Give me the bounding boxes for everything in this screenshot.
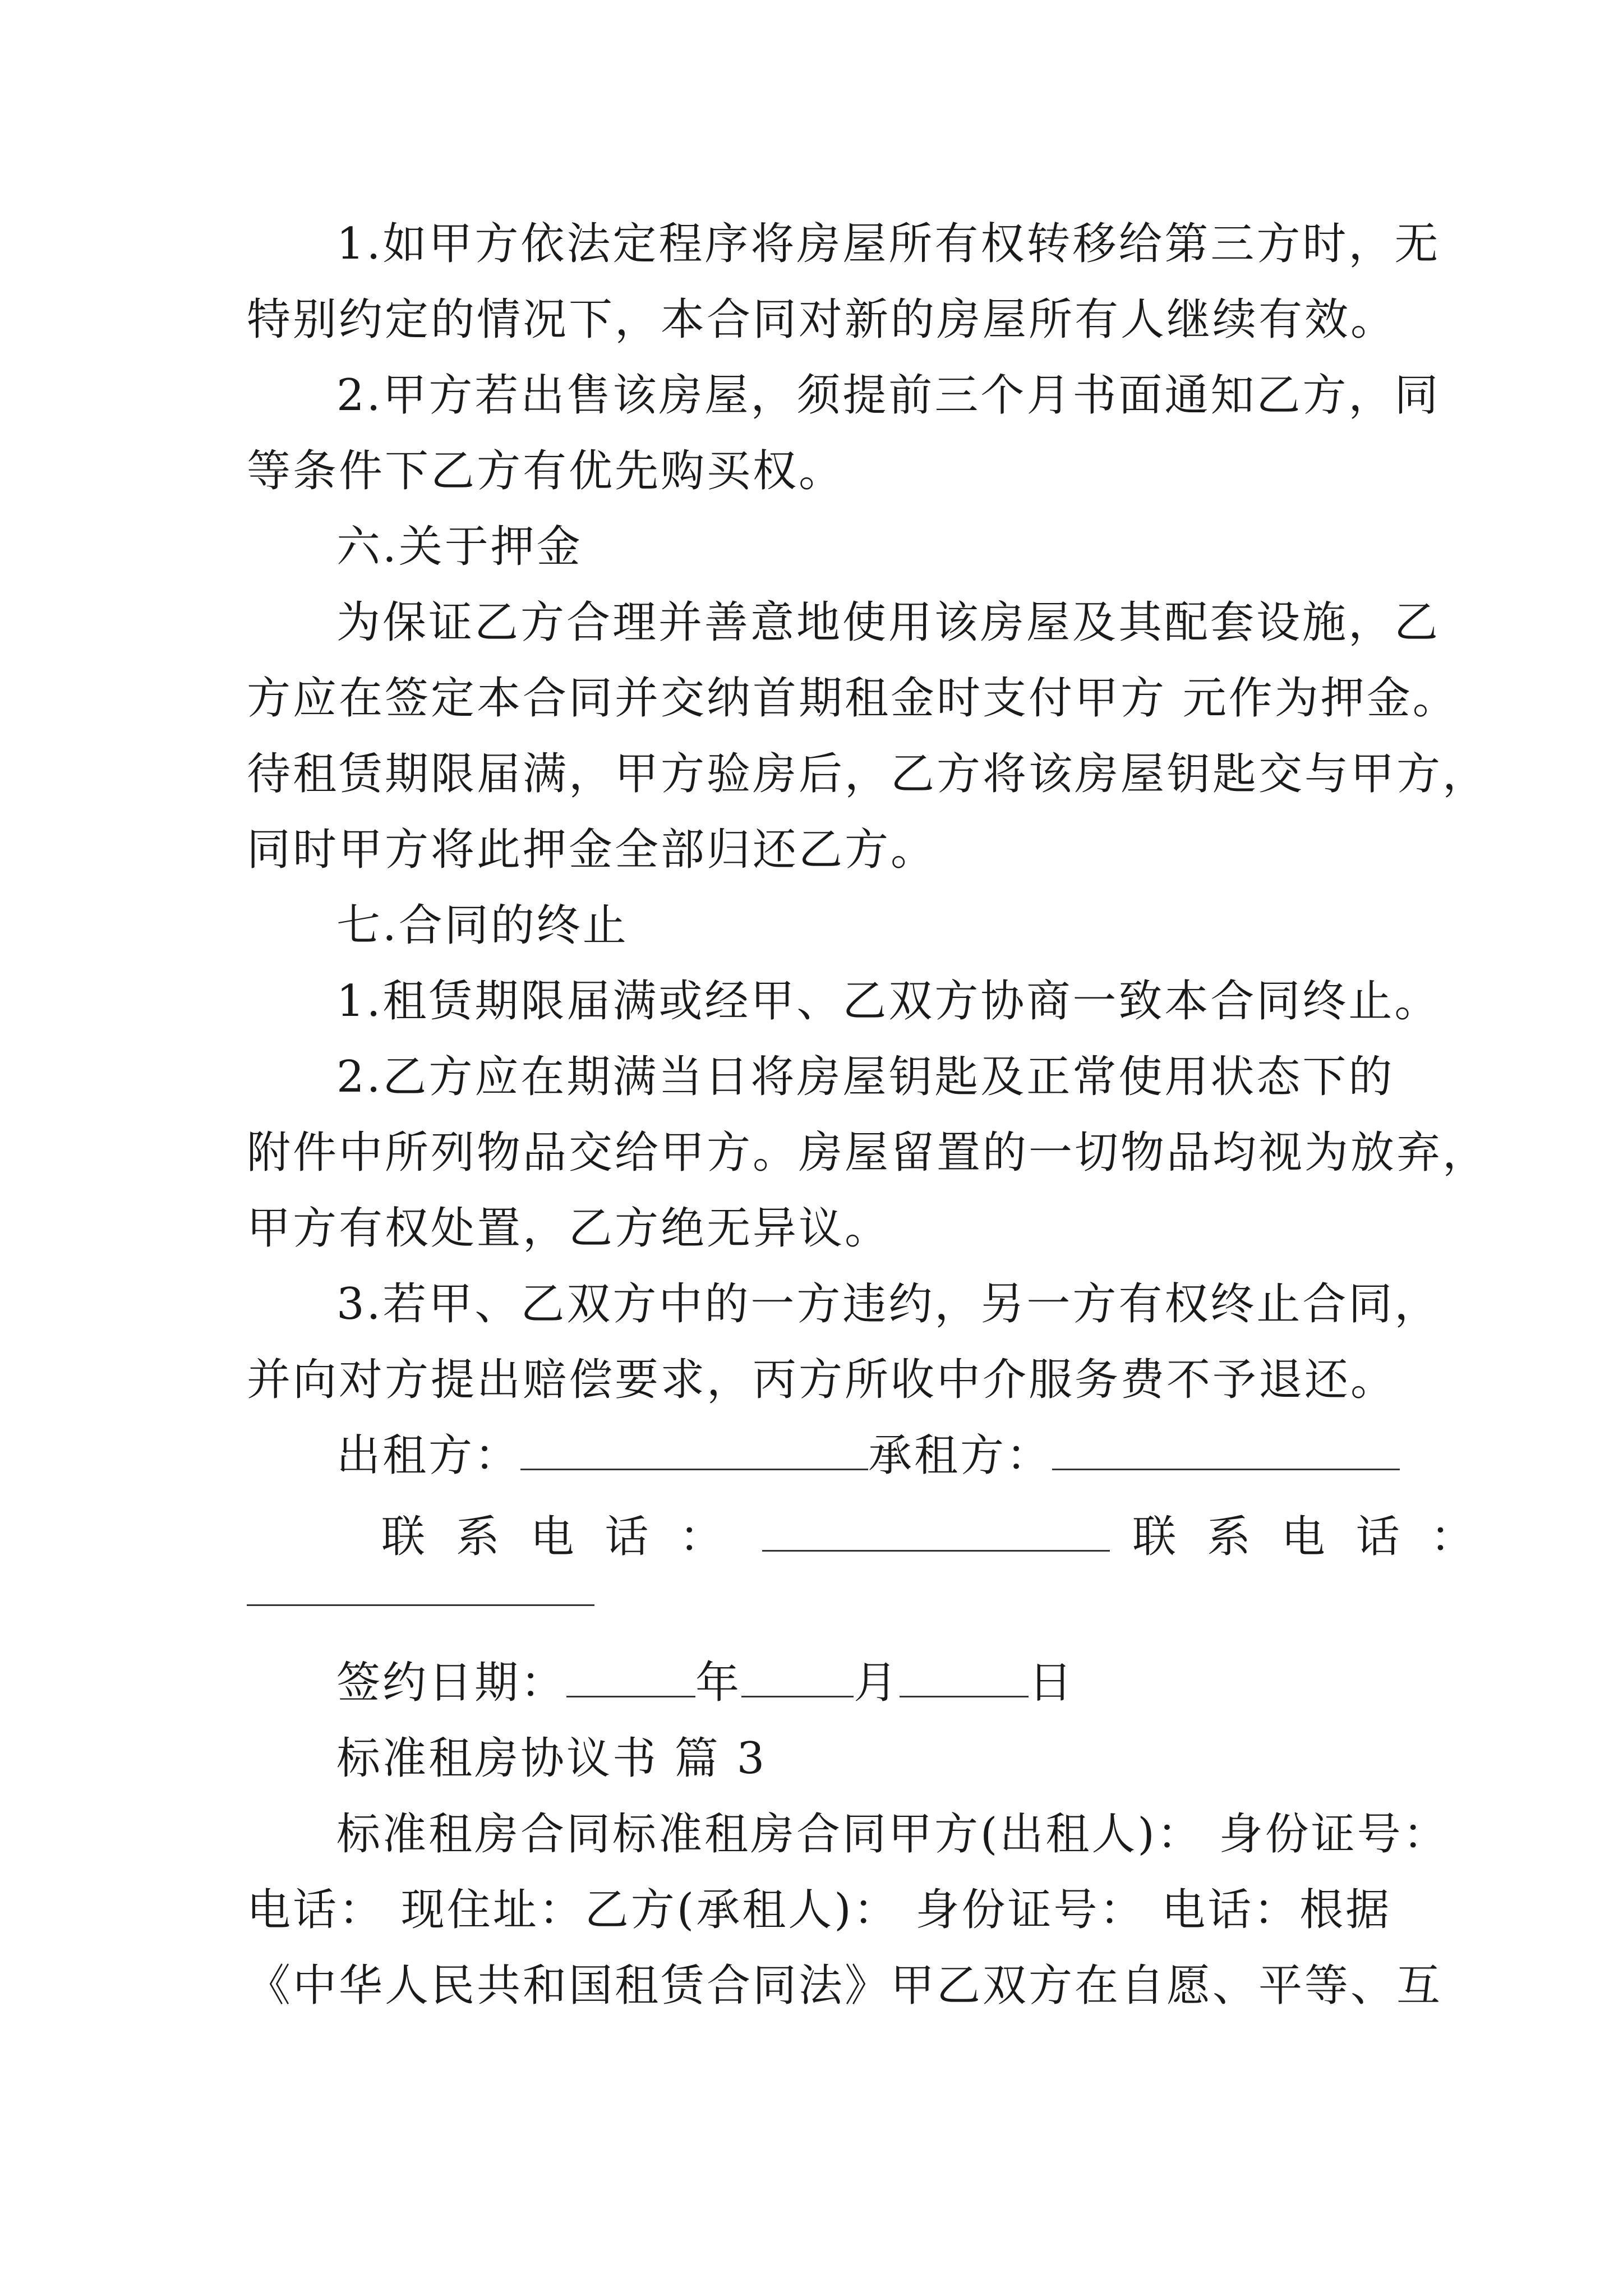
phone-row	[381, 1509, 1474, 1565]
day-label: 日	[1029, 1658, 1075, 1708]
signature-row	[336, 1428, 1400, 1484]
year-label: 年	[695, 1658, 742, 1708]
phone-label-2: 联 系 电 话 ：	[1132, 1512, 1474, 1562]
lessor-blank	[520, 1435, 868, 1470]
paragraph-line: 方应在签定本合同并交纳首期租金时支付甲方 元作为押金。	[247, 673, 1459, 724]
lessee-blank	[1052, 1435, 1400, 1470]
month-blank	[741, 1662, 854, 1697]
paragraph-line: 2.甲方若出售该房屋，须提前三个月书面通知乙方，同	[336, 370, 1441, 421]
phone-label-1: 联 系 电 话 ：	[381, 1512, 723, 1562]
lessee-label: 承租方：	[868, 1430, 1053, 1481]
paragraph-line: 并向对方提出赔偿要求，丙方所收中介服务费不予退还。	[247, 1355, 1397, 1405]
month-label: 月	[854, 1658, 900, 1708]
paragraph-line: 3.若甲、乙双方中的一方违约，另一方有权终止合同，	[336, 1279, 1441, 1329]
paragraph-line: 《中华人民共和国租赁合同法》甲乙双方在自愿、平等、互	[247, 1961, 1443, 2011]
paragraph-line: 为保证乙方合理并善意地使用该房屋及其配套设施，乙	[336, 597, 1441, 648]
paragraph-line: 1.如甲方依法定程序将房屋所有权转移给第三方时，无	[336, 219, 1441, 269]
section-heading: 六.关于押金	[336, 522, 583, 572]
phone-blank-1	[762, 1516, 1110, 1552]
paragraph-line: 待租赁期限届满，甲方验房后，乙方将该房屋钥匙交与甲方，	[247, 749, 1489, 799]
section-heading: 七.合同的终止	[336, 900, 629, 951]
section-title: 标准租房协议书 篇 3	[336, 1733, 767, 1784]
lessor-label: 出租方：	[336, 1430, 521, 1481]
paragraph-line: 1.租赁期限届满或经甲、乙双方协商一致本合同终止。	[336, 976, 1441, 1027]
day-blank	[900, 1662, 1029, 1697]
phone-blank-2	[247, 1604, 594, 1606]
paragraph-line: 电话： 现住址：乙方(承租人)： 身份证号： 电话：根据	[247, 1885, 1392, 1935]
paragraph-line: 附件中所列物品交给甲方。房屋留置的一切物品均视为放弃，	[247, 1128, 1489, 1178]
paragraph-line: 等条件下乙方有优先购买权。	[247, 446, 845, 496]
paragraph-line: 标准租房合同标准租房合同甲方(出租人)： 身份证号：	[336, 1809, 1449, 1860]
date-row	[336, 1655, 1075, 1711]
year-blank	[566, 1662, 695, 1697]
paragraph-line: 甲方有权处置，乙方绝无异议。	[247, 1203, 891, 1254]
date-label: 签约日期：	[336, 1658, 567, 1708]
paragraph-line: 特别约定的情况下，本合同对新的房屋所有人继续有效。	[247, 295, 1397, 345]
paragraph-line: 2.乙方应在期满当日将房屋钥匙及正常使用状态下的	[336, 1052, 1395, 1102]
paragraph-line: 同时甲方将此押金全部归还乙方。	[247, 825, 937, 875]
